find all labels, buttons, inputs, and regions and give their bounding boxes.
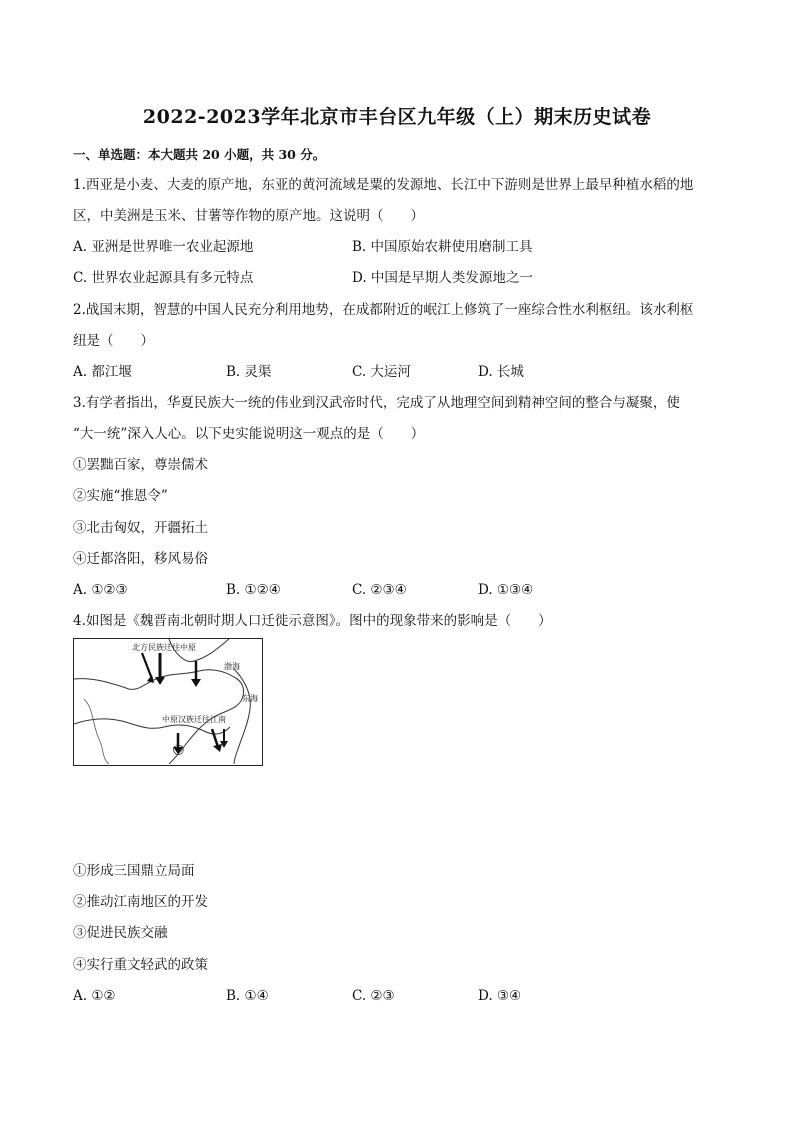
coast-line-east — [234, 669, 250, 764]
arrow-north-1 — [142, 653, 152, 679]
q1-option-d: D. 中国是早期人类发源地之一 — [352, 270, 533, 286]
map-label-bohai: 渤海 — [224, 662, 240, 671]
arrow-head-5 — [213, 744, 222, 752]
q1-option-c: C. 世界农业起源具有多元特点 — [73, 270, 254, 286]
migration-map — [73, 638, 263, 766]
q2-stem-line1: 2.战国末期，智慧的中国人民充分利用地势，在成都附近的岷江上修筑了一座综合性水利枢纽。该水利枢 — [73, 302, 694, 318]
q4-item-4: ④实行重文轻武的政策 — [73, 957, 208, 973]
q2-option-c: C. 大运河 — [352, 364, 411, 380]
map-label-north: 北方民族迁往中原 — [132, 643, 196, 652]
exam-title: 2022-2023学年北京市丰台区九年级（上）期末历史试卷 — [142, 106, 652, 128]
q3-stem-line2: “大一统”深入人心。以下史实能说明这一观点的是（ ） — [73, 426, 425, 442]
section-heading: 一、单选题：本大题共 20 小题，共 30 分。 — [73, 147, 326, 162]
arrow-south-2 — [212, 729, 218, 747]
q4-stem-line1: 4.如图是《魏晋南北朝时期人口迁徙示意图》。图中的现象带来的影响是（ ） — [73, 613, 552, 629]
q1-option-b: B. 中国原始农耕使用磨制工具 — [352, 239, 533, 255]
q3-option-c: C. ②③④ — [352, 582, 407, 598]
q2-option-d: D. 长城 — [478, 364, 524, 380]
q4-item-1: ①形成三国鼎立局面 — [73, 863, 195, 879]
boundary-line — [84, 699, 109, 764]
arrow-head-2 — [155, 677, 165, 685]
q3-stem-line1: 3.有学者指出，华夏民族大一统的伟业到汉武帝时代，完成了从地理空间到精神空间的整合与凝聚，使 — [73, 395, 680, 411]
q3-option-a: A. ①②③ — [73, 582, 128, 598]
q4-option-b: B. ①④ — [226, 988, 269, 1004]
q4-item-3: ③促进民族交融 — [73, 925, 168, 941]
q4-option-c: C. ②③ — [352, 988, 395, 1004]
q4-option-d: D. ③④ — [478, 988, 522, 1004]
q3-item-3: ③北击匈奴，开疆拓土 — [73, 520, 208, 536]
q2-option-b: B. 灵渠 — [226, 364, 272, 380]
q2-stem-line2: 纽是（ ） — [73, 333, 154, 349]
q3-item-4: ④迁都洛阳，移风易俗 — [73, 551, 208, 567]
q3-option-d: D. ①③④ — [478, 582, 534, 598]
q3-item-1: ①罢黜百家，尊崇儒术 — [73, 457, 208, 473]
q1-stem-line2: 区，中美洲是玉米、甘薯等作物的原产地。这说明（ ） — [73, 208, 424, 224]
migration-map-drawing — [74, 639, 261, 764]
map-label-south: 中原汉族迁往江南 — [162, 715, 226, 724]
q2-option-a: A. 都江堰 — [73, 364, 132, 380]
q3-option-b: B. ①②④ — [226, 582, 281, 598]
q4-option-a: A. ①② — [73, 988, 116, 1004]
q3-item-2: ②实施“推恩令” — [73, 488, 168, 504]
q1-stem-line1: 1.西亚是小麦、大麦的原产地，东亚的黄河流域是粟的发源地、长江中下游则是世界上最早种植水稻的地 — [73, 177, 694, 193]
arrow-head-3 — [191, 679, 201, 687]
map-label-donghai: 东海 — [242, 694, 258, 703]
q1-option-a: A. 亚洲是世界唯一农业起源地 — [73, 239, 254, 255]
q4-item-2: ②推动江南地区的开发 — [73, 894, 208, 910]
